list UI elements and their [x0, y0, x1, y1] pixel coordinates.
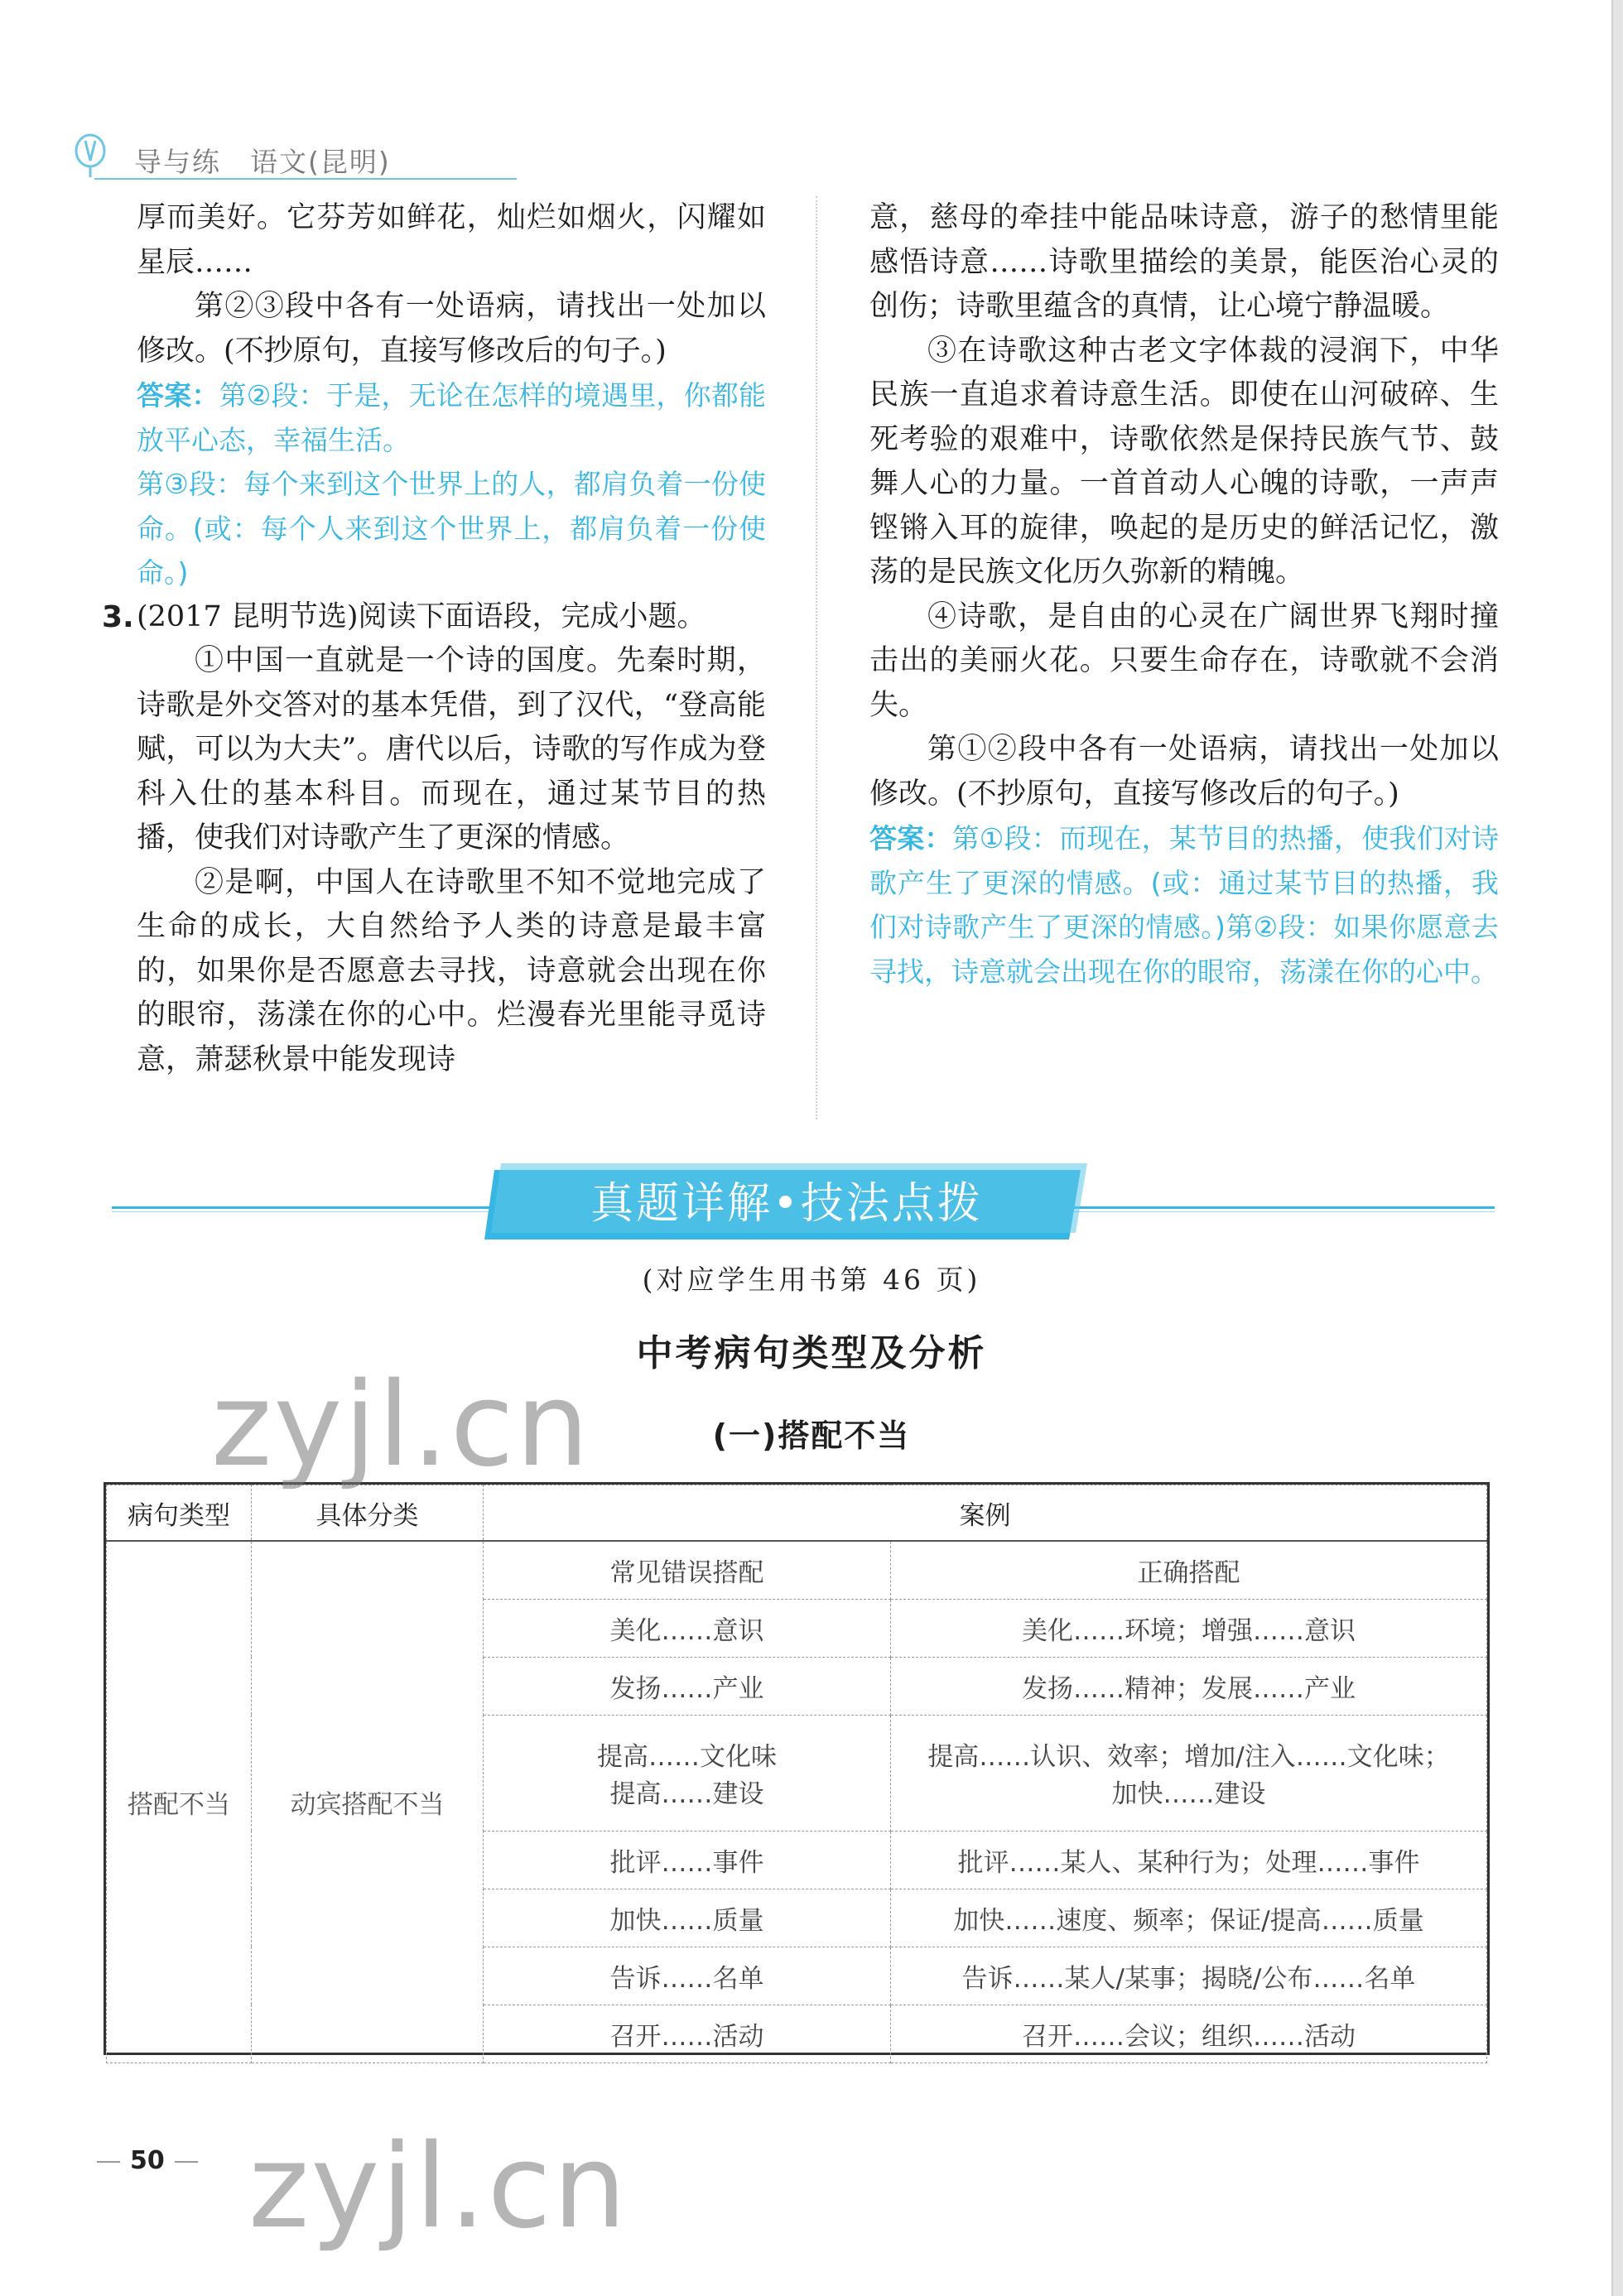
wrong-collocation: 发扬……产业: [484, 1657, 891, 1715]
subheader-wrong: 常见错误搭配: [484, 1541, 891, 1599]
page-edge: [1611, 0, 1623, 2296]
answer-block-1: [137, 373, 766, 462]
left-para-1: 厚而美好。它芬芳如鲜花，灿烂如烟火，闪耀如星辰……: [137, 201, 766, 279]
left-column: [102, 196, 766, 1082]
right-collocation: 告诉……某人/某事；揭晓/公布……名单: [891, 1947, 1487, 2005]
wrong-collocation: 批评……事件: [484, 1831, 891, 1889]
cell-type: 搭配不当: [107, 1541, 252, 2063]
question-3-intro: (2017 昆明节选)阅读下面语段，完成小题。: [137, 599, 706, 633]
cell-category: 动宾搭配不当: [252, 1541, 484, 2063]
question-3: [102, 595, 766, 640]
watermark-bottom: zyjl.cn: [248, 2120, 628, 2255]
answer-label: 答案：: [137, 379, 219, 412]
answer-1a: 第②段：于是，无论在怎样的境遇里，你都能放平心态，幸福生活。: [137, 379, 766, 456]
answer-block-2: [869, 816, 1499, 994]
header-examples: 案例: [484, 1485, 1487, 1542]
q3-para-1: ①中国一直就是一个诗的国度。先秦时期，诗歌是外交答对的基本凭借，到了汉代，“登高能赋，可以为大夫”。唐代以后，诗歌的写作成为登科入仕的基本科目。而现在，通过某节目的热播，使我们对诗歌产生了更深的情感。: [137, 644, 766, 854]
right-para-2: ③在诗歌这种古老文字体裁的浸润下，中华民族一直追求着诗意生活。即使在山河破碎、生死考验的艰难中，诗歌依然是保持民族气节、鼓舞人心的力量。一首首动人心魄的诗歌，一声声铿锵入耳的旋律，唤起的是历史的鲜活记忆，激荡的是民族文化历久弥新的精魄。: [869, 334, 1499, 589]
subheader-right: 正确搭配: [891, 1541, 1487, 1599]
header-underline: [94, 178, 517, 180]
right-line-2: 加快……建设: [1111, 1779, 1266, 1809]
banner-title: 真题详解•技法点拨: [590, 1179, 983, 1229]
wrong-collocation: 告诉……名单: [484, 1947, 891, 2005]
section-title: 中考病句类型及分析: [636, 1332, 987, 1374]
student-book-reference: (对应学生用书第 46 页): [642, 1264, 981, 1296]
header-title: 导与练 语文(昆明): [134, 146, 391, 178]
right-line-1: 提高……认识、效率；增加/注入……文化味；: [927, 1742, 1450, 1772]
right-column: [869, 196, 1499, 994]
wrong-collocation: 召开……活动: [484, 2005, 891, 2063]
question-number: 3.: [102, 599, 134, 634]
watermark: zyjl.cn: [211, 1358, 591, 1493]
wrong-collocation: 加快……质量: [484, 1889, 891, 1947]
error-type-table: [104, 1482, 1490, 2055]
subsection-title: (一)搭配不当: [712, 1418, 911, 1454]
header-category: 具体分类: [252, 1485, 484, 1542]
pencil-icon: [70, 132, 111, 179]
q3-para-2: ②是啊，中国人在诗歌里不知不觉地完成了生命的成长，大自然给予人类的诗意是最丰富的，如果你是否愿意去寻找，诗意就会出现在你的眼帘，荡漾在你的心中。烂漫春光里能寻觅诗意，萧瑟秋景中能发现诗: [137, 865, 766, 1076]
answer-label-2: 答案：: [869, 822, 952, 854]
section-banner: [112, 1163, 1495, 1246]
wrong-collocation: [484, 1715, 891, 1831]
wrong-collocation: 美化……意识: [484, 1599, 891, 1657]
right-collocation: 加快……速度、频率；保证/提高……质量: [891, 1889, 1487, 1947]
right-question-prompt: 第①②段中各有一处语病，请找出一处加以修改。(不抄原句，直接写修改后的句子。): [869, 733, 1499, 811]
right-para-1: 意，慈母的牵挂中能品味诗意，游子的愁情里能感悟诗意……诗歌里描绘的美景，能医治心灵的创伤；诗歌里蕴含的真情，让心境宁静温暖。: [869, 201, 1499, 323]
banner-box: [484, 1163, 1089, 1244]
answer-1b: 第③段：每个来到这个世界上的人，都肩负着一份使命。(或：每个人来到这个世界上，都肩负着一份使命。): [137, 468, 766, 589]
right-collocation: [891, 1715, 1487, 1831]
right-collocation: 召开……会议；组织……活动: [891, 2005, 1487, 2063]
page-header: [58, 132, 522, 182]
right-collocation: 发扬……精神；发展……产业: [891, 1657, 1487, 1715]
left-question-prompt: 第②③段中各有一处语病，请找出一处加以修改。(不抄原句，直接写修改后的句子。): [137, 290, 766, 368]
column-divider: [816, 196, 818, 1119]
right-collocation: 批评……某人、某种行为；处理……事件: [891, 1831, 1487, 1889]
answer-2: 第①段：而现在，某节目的热播，使我们对诗歌产生了更深的情感。(或：通过某节目的热播，我们对诗歌产生了更深的情感。)第②段：如果你愿意去寻找，诗意就会出现在你的眼帘，荡漾在你的心中。: [869, 822, 1499, 988]
header-type: 病句类型: [107, 1485, 252, 1542]
wrong-line-2: 提高……建设: [609, 1779, 764, 1809]
right-collocation: 美化……环境；增强……意识: [891, 1599, 1487, 1657]
wrong-line-1: 提高……文化味: [597, 1742, 777, 1772]
right-para-3: ④诗歌，是自由的心灵在广阔世界飞翔时撞击出的美丽火花。只要生命存在，诗歌就不会消失。: [869, 599, 1499, 722]
page-number: 50: [87, 2146, 208, 2175]
